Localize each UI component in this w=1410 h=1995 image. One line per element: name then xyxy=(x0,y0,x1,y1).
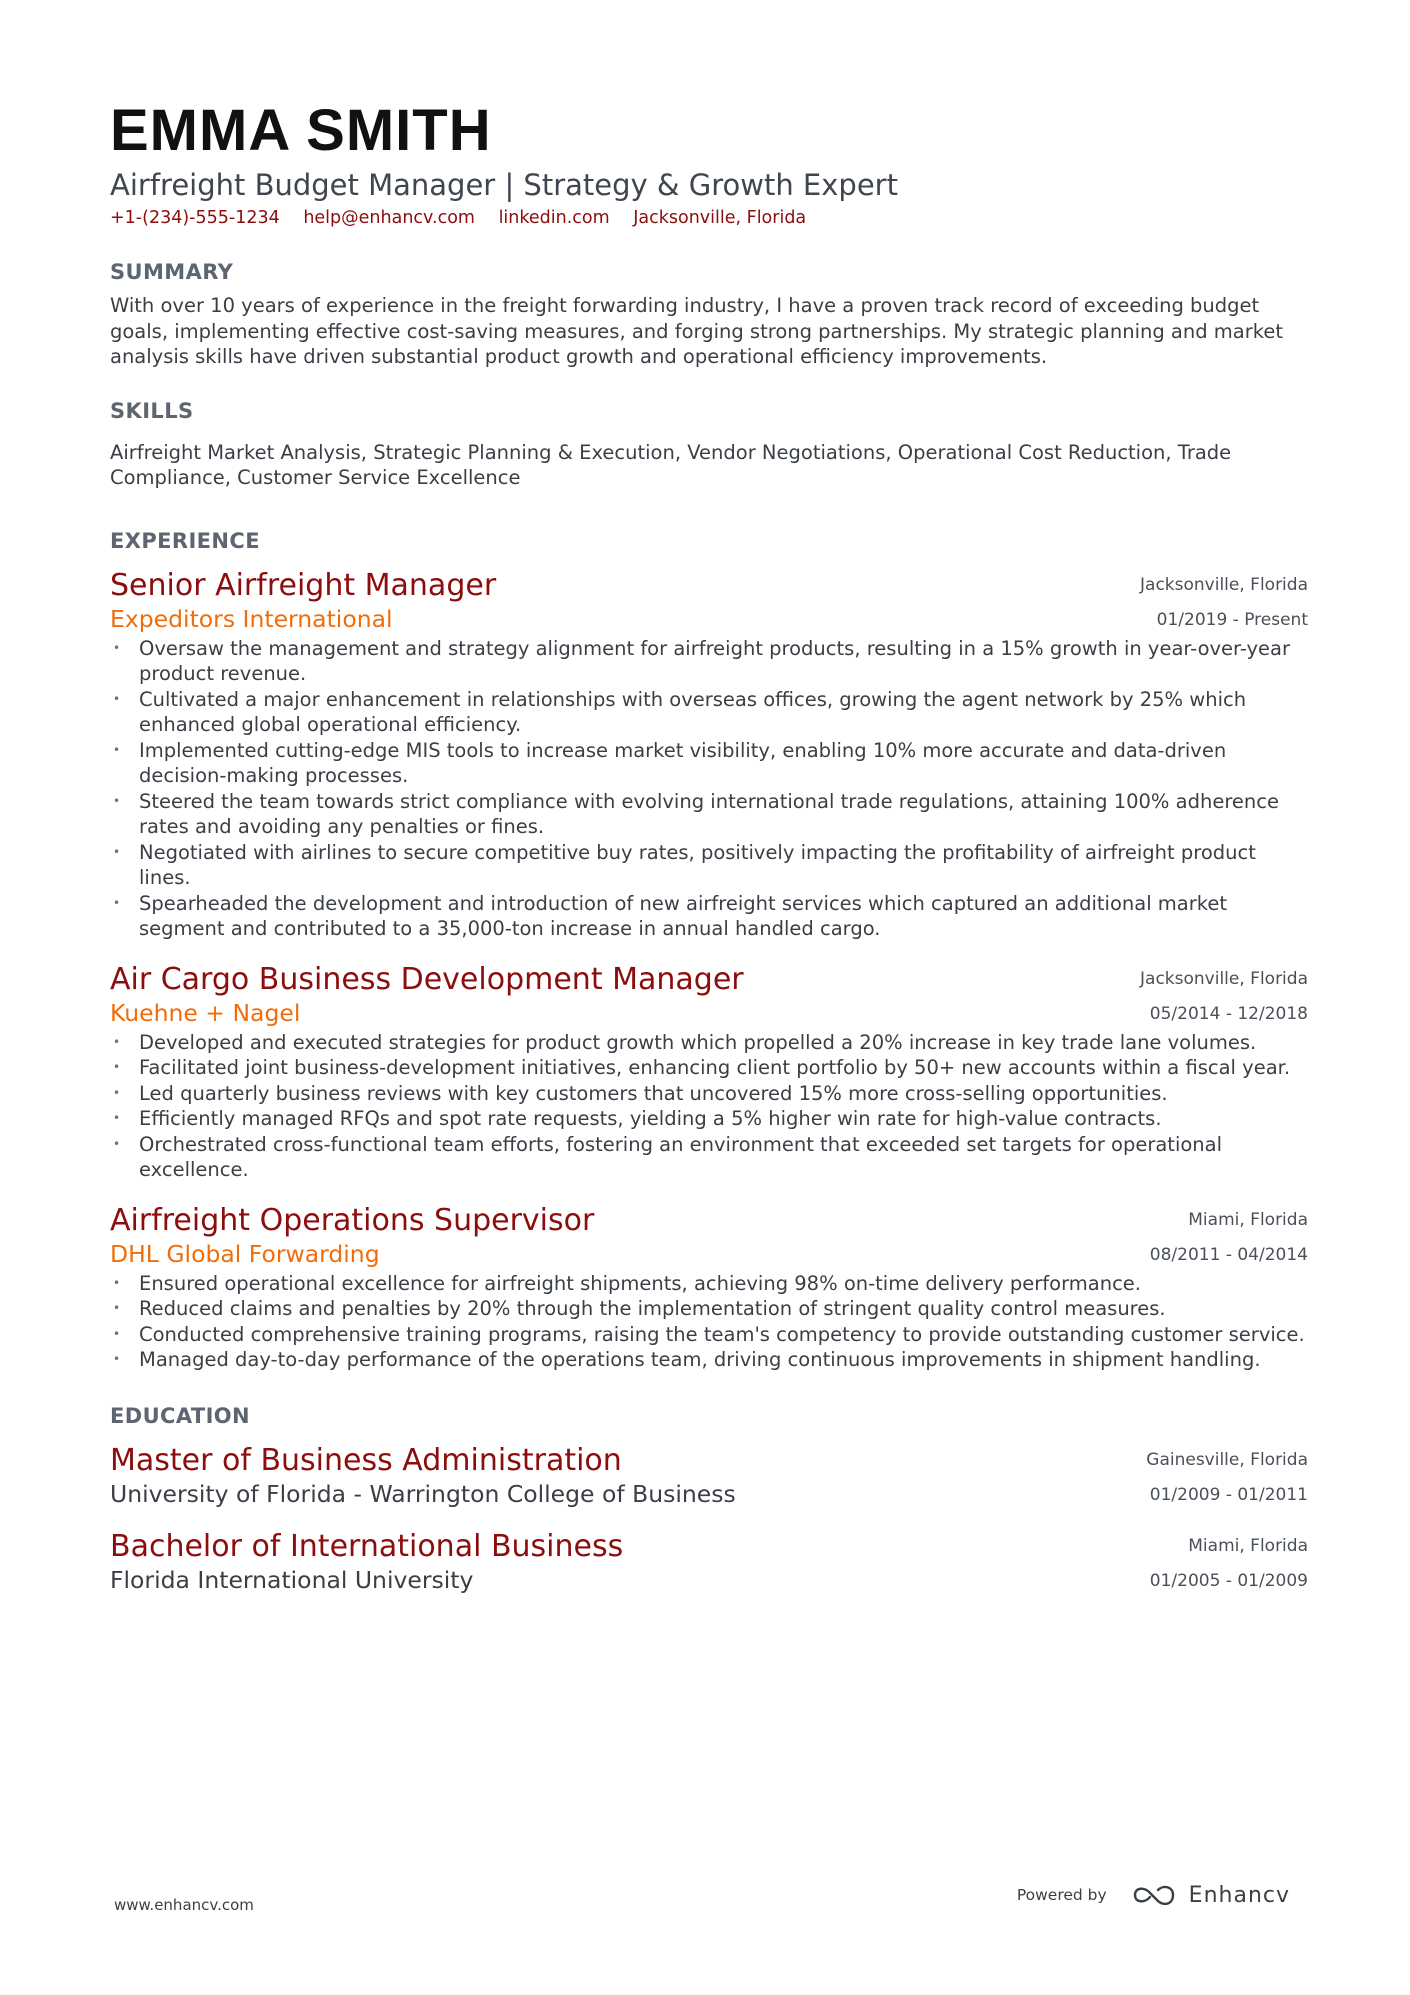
brand-name: Enhancv xyxy=(1188,1882,1290,1908)
list-item: • Implemented cutting-edge MIS tools to increase market visibility, enabling 10% more accurate and data-driven decision-making processes. xyxy=(110,738,1308,789)
entry-meta xyxy=(1140,962,1308,1032)
list-item: • Cultivated a major enhancement in relationships with overseas offices, growing the agent network by 25% which enhanced global operational efficiency. xyxy=(110,687,1308,738)
candidate-headline: Airfreight Budget Manager | Strategy & Growth Expert xyxy=(110,168,898,202)
email-link[interactable]: help@enhancv.com xyxy=(303,208,475,228)
company-name: DHL Global Forwarding xyxy=(110,1239,380,1268)
list-item: • Oversaw the management and strategy alignment for airfreight products, resulting in a 15% growth in year-over-year product revenue. xyxy=(110,636,1308,687)
entry-dates: 08/2011 - 04/2014 xyxy=(1149,1244,1308,1265)
list-item: • Ensured operational excellence for airfreight shipments, achieving 98% on-time delivery performance. xyxy=(110,1271,1308,1297)
section-title: EDUCATION xyxy=(110,1403,251,1428)
list-item: • Steered the team towards strict compliance with evolving international trade regulations, attaining 100% adherence rates and avoiding any penalties or fines. xyxy=(110,789,1308,840)
summary-section xyxy=(110,259,1308,370)
list-item: • Conducted comprehensive training programs, raising the team's competency to provide outstanding customer service. xyxy=(110,1322,1308,1348)
achievement-list xyxy=(110,636,1308,942)
powered-by-text: Powered by xyxy=(1016,1886,1107,1904)
education-entry xyxy=(110,1443,1308,1509)
achievement-list xyxy=(110,1271,1308,1373)
entry-meta xyxy=(1150,1529,1308,1599)
summary-text: With over 10 years of experience in the freight forwarding industry, I have a proven track record of exceeding budget goals, implementing effective cost-saving measures, and forging strong partnerships. My strategic planning and market analysis skills have driven substantial product growth and operational efficiency improvements. xyxy=(110,294,1284,368)
experience-entry xyxy=(110,568,1308,942)
section-title: SKILLS xyxy=(110,398,194,423)
list-item: • Reduced claims and penalties by 20% through the implementation of stringent quality control measures. xyxy=(110,1296,1308,1322)
enhancv-logo-icon xyxy=(1131,1882,1177,1908)
contact-line xyxy=(110,207,1308,229)
education-section xyxy=(110,1403,1308,1595)
entry-location: Jacksonville, Florida xyxy=(1140,574,1308,595)
entry-location: Miami, Florida xyxy=(1188,1209,1308,1230)
location-text: Jacksonville, Florida xyxy=(633,208,807,228)
school-name: University of Florida - Warrington College of Business xyxy=(110,1479,736,1508)
job-title: Air Cargo Business Development Manager xyxy=(110,961,744,997)
footer-brand xyxy=(1017,1882,1290,1908)
degree-title: Bachelor of International Business xyxy=(110,1528,624,1564)
entry-meta xyxy=(1140,568,1308,638)
entry-meta xyxy=(1150,1203,1308,1273)
job-title: Airfreight Operations Supervisor xyxy=(110,1202,595,1238)
skills-text: Airfreight Market Analysis, Strategic Planning & Execution, Vendor Negotiations, Operational Cost Reduction, Trade Compliance, Customer Service Excellence xyxy=(110,440,1232,489)
entry-location: Gainesville, Florida xyxy=(1146,1449,1308,1470)
education-entry xyxy=(110,1529,1308,1595)
entry-dates: 05/2014 - 12/2018 xyxy=(1149,1003,1308,1024)
entry-dates: 01/2019 - Present xyxy=(1156,609,1308,630)
experience-section xyxy=(110,528,1308,1373)
resume-page xyxy=(110,98,1308,1595)
list-item: • Negotiated with airlines to secure competitive buy rates, positively impacting the profitability of airfreight product lines. xyxy=(110,840,1308,891)
skills-section xyxy=(110,398,1308,491)
entry-location: Jacksonville, Florida xyxy=(1140,968,1308,989)
candidate-name: EMMA SMITH xyxy=(110,98,492,163)
list-item: • Facilitated joint business-development initiatives, enhancing client portfolio by 50+ new accounts within a fiscal year. xyxy=(110,1055,1308,1081)
resume-header xyxy=(110,98,1308,229)
list-item: • Spearheaded the development and introduction of new airfreight services which captured an additional market segment and contributed to a 35,000-ton increase in annual handled cargo. xyxy=(110,891,1308,942)
list-item: • Developed and executed strategies for product growth which propelled a 20% increase in key trade lane volumes. xyxy=(110,1030,1308,1056)
list-item: • Orchestrated cross-functional team efforts, fostering an environment that exceeded set targets for operational excellence. xyxy=(110,1132,1308,1183)
footer-url-link[interactable]: www.enhancv.com xyxy=(114,1896,254,1914)
experience-entry xyxy=(110,962,1308,1183)
list-item: • Efficiently managed RFQs and spot rate requests, yielding a 5% higher win rate for high-value contracts. xyxy=(110,1106,1308,1132)
linkedin-link[interactable]: linkedin.com xyxy=(498,208,610,228)
degree-title: Master of Business Administration xyxy=(110,1442,622,1478)
phone-link[interactable]: +1-(234)-555-1234 xyxy=(110,208,280,228)
company-name: Expeditors International xyxy=(110,604,393,633)
job-title: Senior Airfreight Manager xyxy=(110,567,497,603)
entry-location: Miami, Florida xyxy=(1188,1535,1308,1556)
experience-entry xyxy=(110,1203,1308,1373)
school-name: Florida International University xyxy=(110,1565,474,1594)
section-title: EXPERIENCE xyxy=(110,528,260,553)
achievement-list xyxy=(110,1030,1308,1183)
section-title: SUMMARY xyxy=(110,260,234,284)
company-name: Kuehne + Nagel xyxy=(110,998,301,1027)
list-item: • Led quarterly business reviews with key customers that uncovered 15% more cross-selling opportunities. xyxy=(110,1081,1308,1107)
entry-dates: 01/2005 - 01/2009 xyxy=(1149,1570,1308,1591)
entry-dates: 01/2009 - 01/2011 xyxy=(1149,1484,1308,1505)
list-item: • Managed day-to-day performance of the operations team, driving continuous improvements in shipment handling. xyxy=(110,1347,1308,1373)
entry-meta xyxy=(1146,1443,1308,1513)
